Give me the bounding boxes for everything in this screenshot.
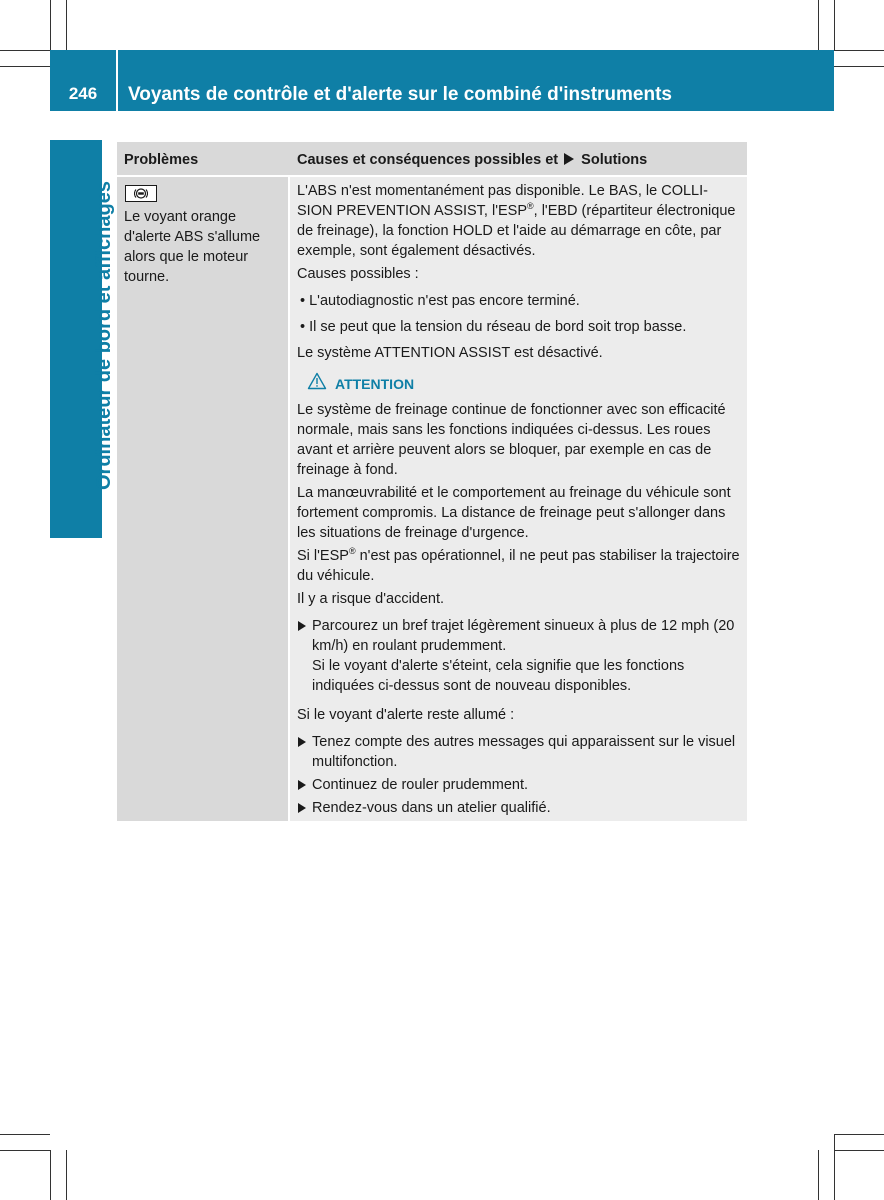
instruction-step-text: Continuez de rouler prudemment. (312, 777, 529, 793)
instruction-step (297, 616, 743, 696)
causes-content (297, 181, 743, 821)
column-header-problems: Problèmes (124, 152, 199, 168)
instruction-step (297, 798, 743, 818)
crop-mark (834, 66, 884, 67)
warning-paragraph: Il y a risque d'accident. (297, 591, 445, 607)
warning-paragraph: La manœuvrabilité et le comportement au freinage du véhicule sont fortement compromis. La distance de freinage peut s'allonger dans les situations de freinage d'urgence. (297, 485, 731, 541)
cause-item: • Il se peut que la tension du réseau de bord soit trop basse. (300, 319, 687, 335)
registered-mark: ® (348, 546, 356, 557)
instruction-step-text: Tenez compte des autres messages qui apparaissent sur le visuel multifonction. (312, 734, 736, 770)
step-arrow-icon (298, 621, 306, 631)
column-header-causes-label: Causes et conséquences possibles et (297, 152, 559, 168)
page-number: 246 (68, 84, 98, 103)
crop-mark (50, 1150, 51, 1200)
warning-triangle-icon (307, 372, 327, 390)
warning-paragraph-part2: n'est pas opérationnel, il ne peut pas stabiliser la trajectoire du véhicule. (297, 548, 740, 584)
attention-assist-note: Le système ATTENTION ASSIST est désactivé. (297, 345, 603, 361)
warning-paragraph: Le système de freinage continue de fonctionner avec son efficacité normale, mais sans les fonctions indiquées ci-dessus. Les roues avant et arrière peuvent alors se bloquer, par exemple en cas de freinage à fond. (297, 402, 726, 478)
step-arrow-icon (298, 737, 306, 747)
crop-mark (834, 1150, 884, 1151)
arrow-right-icon (564, 153, 574, 165)
cause-item: • L'autodiagnostic n'est pas encore terminé. (300, 293, 580, 309)
instruction-step-text: Rendez-vous dans un atelier qualifié. (312, 800, 551, 816)
crop-mark (0, 1134, 50, 1135)
problem-description: Le voyant orange d'alerte ABS s'allume alors que le moteur tourne. (124, 209, 261, 285)
warning-box-header (307, 372, 743, 394)
crop-mark (0, 50, 50, 51)
causes-label: Causes possibles : (297, 266, 419, 282)
causes-intro-part2: , l'EBD (répartiteur électronique de freinage), la fonction HOLD et l'aide au démarrage en côte, par exemple, sont également désactivés. (297, 203, 736, 259)
crop-mark (66, 1150, 67, 1200)
crop-mark (834, 0, 835, 50)
abs-warning-lamp-icon (125, 185, 157, 202)
header-divider (116, 50, 118, 111)
instruction-step (297, 775, 743, 795)
registered-mark: ® (527, 201, 534, 212)
still-on-label: Si le voyant d'alerte reste allumé : (297, 707, 515, 723)
page-title: Voyants de contrôle et d'alerte sur le combiné d'instruments (128, 84, 672, 105)
crop-mark (0, 1150, 50, 1151)
crop-mark (50, 0, 51, 50)
step-arrow-icon (298, 780, 306, 790)
problem-cell (117, 177, 288, 821)
crop-mark (834, 1134, 835, 1200)
warning-label: ATTENTION (335, 376, 415, 392)
instruction-step-text: Parcourez un bref trajet légèrement sinueux à plus de 12 mph (20 km/h) en roulant prudemment. (312, 618, 735, 654)
crop-mark (834, 50, 884, 51)
causes-intro-part1: L'ABS n'est momentanément pas disponible. Le BAS, le COLLI-SION PREVENTION ASSIST, l'ESP (297, 183, 708, 219)
instruction-step (297, 732, 743, 772)
column-header-causes (297, 150, 647, 170)
table-header-row (117, 142, 747, 175)
column-header-solutions-label: Solutions (581, 152, 648, 168)
crop-mark (818, 0, 819, 50)
step-arrow-icon (298, 803, 306, 813)
cause-item-text: Il se peut que la tension du réseau de bord soit trop basse. (309, 319, 687, 335)
crop-mark (66, 0, 67, 50)
warning-paragraph-part1: Si l'ESP (297, 548, 349, 564)
warning-paragraph (297, 546, 743, 586)
chapter-title: Ordinateur de bord et affichages (93, 181, 115, 490)
crop-mark (834, 1134, 884, 1135)
causes-cell (290, 177, 747, 821)
crop-mark (818, 1150, 819, 1200)
causes-intro (297, 181, 743, 261)
crop-mark (0, 66, 50, 67)
warning-lamp-table (117, 142, 747, 821)
cause-item-text: L'autodiagnostic n'est pas encore terminé. (309, 293, 580, 309)
instruction-step-result: Si le voyant d'alerte s'éteint, cela signifie que les fonctions indiquées ci-dessus sont de nouveau disponibles. (312, 658, 685, 694)
